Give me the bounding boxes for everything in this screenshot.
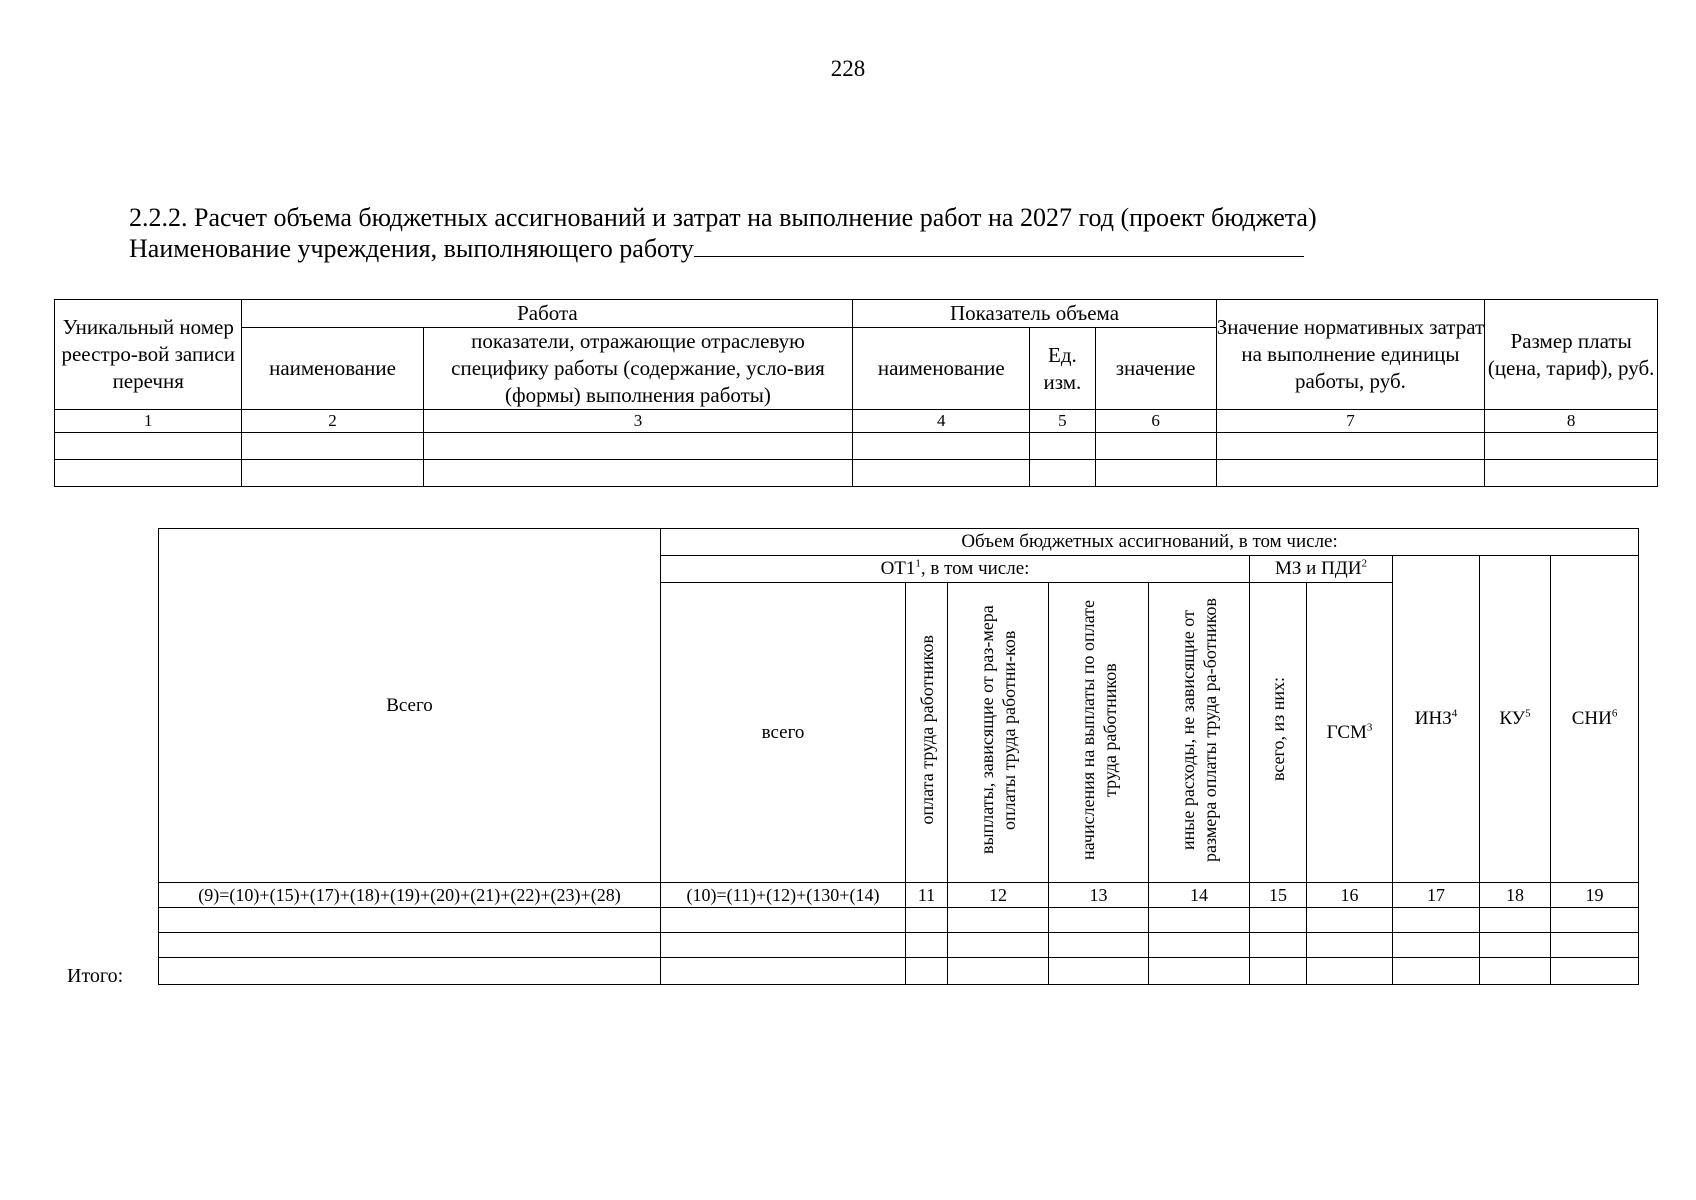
col-work-indicators-header: показатели, отражающие отраслевую специфику работы (содержание, усло-вия (формы) выполнения работы) bbox=[423, 328, 853, 410]
empty-cell[interactable] bbox=[1307, 958, 1393, 985]
col-group-mz-header bbox=[1250, 556, 1393, 583]
empty-cell[interactable] bbox=[1030, 460, 1095, 487]
column-number: 3 bbox=[423, 410, 853, 433]
col-group-budget-header: Объем бюджетных ассигнований, в том числе: bbox=[661, 529, 1639, 556]
empty-cell[interactable] bbox=[948, 908, 1049, 933]
section-title: 2.2.2. Расчет объема бюджетных ассигнований и затрат на выполнение работ на 2027 год (проект бюджета) bbox=[129, 203, 1317, 232]
column-numbers-row bbox=[55, 410, 1658, 433]
column-number: 19 bbox=[1551, 883, 1639, 908]
ot-other-label: иные расходы, не зависящие от размера оплаты труда ра-ботников bbox=[1178, 597, 1220, 862]
empty-cell[interactable] bbox=[1393, 933, 1480, 958]
empty-cell[interactable] bbox=[1250, 958, 1307, 985]
ot-accruals-label: начисления на выплаты по оплате труда работников bbox=[1077, 599, 1120, 860]
empty-cell[interactable] bbox=[948, 958, 1049, 985]
empty-cell[interactable] bbox=[55, 433, 242, 460]
empty-cell[interactable] bbox=[159, 933, 661, 958]
column-number: 12 bbox=[948, 883, 1049, 908]
col-total-header: Всего bbox=[159, 529, 661, 883]
ot-salary-label: оплата труда работников bbox=[916, 634, 937, 825]
empty-cell[interactable] bbox=[55, 460, 242, 487]
empty-cell[interactable] bbox=[242, 433, 423, 460]
column-numbers-row bbox=[159, 883, 1639, 908]
empty-cell[interactable] bbox=[1480, 933, 1551, 958]
empty-cell[interactable] bbox=[1095, 433, 1216, 460]
table-row bbox=[159, 933, 1639, 958]
empty-cell[interactable] bbox=[906, 908, 948, 933]
column-number: 1 bbox=[55, 410, 242, 433]
col-registry-number-header: Уникальный номер реестро-вой записи перечня bbox=[55, 300, 242, 410]
col-ot-other-header bbox=[1149, 583, 1250, 883]
mz-footnote: 2 bbox=[1361, 557, 1367, 570]
column-number: 7 bbox=[1216, 410, 1485, 433]
col-group-volume-header: Показатель объема bbox=[853, 300, 1216, 328]
column-number: (9)=(10)+(15)+(17)+(18)+(19)+(20)+(21)+(22)+(23)+(28) bbox=[159, 883, 661, 908]
empty-cell[interactable] bbox=[1049, 958, 1149, 985]
empty-cell[interactable] bbox=[1030, 433, 1095, 460]
empty-cell[interactable] bbox=[1551, 933, 1639, 958]
ot-suffix: , в том числе: bbox=[920, 558, 1030, 579]
column-number: 4 bbox=[853, 410, 1030, 433]
table-row bbox=[55, 433, 1658, 460]
column-number: 16 bbox=[1307, 883, 1393, 908]
inz-footnote: 4 bbox=[1451, 707, 1458, 720]
empty-cell[interactable] bbox=[661, 933, 906, 958]
empty-cell[interactable] bbox=[423, 460, 853, 487]
col-ot-accruals-header bbox=[1049, 583, 1149, 883]
section-heading bbox=[129, 202, 1317, 264]
empty-cell[interactable] bbox=[853, 460, 1030, 487]
empty-cell[interactable] bbox=[853, 433, 1030, 460]
institution-label: Наименование учреждения, выполняющего работу bbox=[129, 234, 694, 263]
empty-cell[interactable] bbox=[661, 908, 906, 933]
empty-cell[interactable] bbox=[242, 460, 423, 487]
empty-cell[interactable] bbox=[1551, 958, 1639, 985]
empty-cell[interactable] bbox=[1149, 908, 1250, 933]
sni-label: СНИ bbox=[1571, 708, 1612, 729]
gsm-label: ГСМ bbox=[1326, 721, 1367, 743]
page-number: 228 bbox=[830, 56, 866, 81]
column-number: 14 bbox=[1149, 883, 1250, 908]
table-row bbox=[55, 460, 1658, 487]
empty-cell[interactable] bbox=[1485, 460, 1658, 487]
empty-cell[interactable] bbox=[1480, 958, 1551, 985]
empty-cell[interactable] bbox=[1307, 933, 1393, 958]
empty-cell[interactable] bbox=[1393, 908, 1480, 933]
col-ot-salary-header bbox=[906, 583, 948, 883]
ku-footnote: 5 bbox=[1525, 707, 1531, 720]
col-volume-name-header: наименование bbox=[853, 328, 1030, 410]
empty-cell[interactable] bbox=[1551, 908, 1639, 933]
col-ot-payments-header bbox=[948, 583, 1049, 883]
itogo-label: Итого: bbox=[67, 965, 124, 987]
col-fee-header: Размер платы (цена, тариф), руб. bbox=[1485, 300, 1658, 410]
empty-cell[interactable] bbox=[1250, 933, 1307, 958]
column-number: 2 bbox=[242, 410, 423, 433]
empty-cell[interactable] bbox=[948, 933, 1049, 958]
col-gsm-header bbox=[1307, 583, 1393, 883]
mz-label: МЗ и ПДИ bbox=[1275, 558, 1362, 579]
column-number: 15 bbox=[1250, 883, 1307, 908]
ku-label: КУ bbox=[1499, 708, 1526, 729]
empty-cell[interactable] bbox=[1485, 433, 1658, 460]
col-work-name-header: наименование bbox=[242, 328, 423, 410]
column-number: 6 bbox=[1095, 410, 1216, 433]
empty-cell[interactable] bbox=[1480, 908, 1551, 933]
col-ot-total-header: всего bbox=[661, 583, 906, 883]
column-number: 17 bbox=[1393, 883, 1480, 908]
column-number: 11 bbox=[906, 883, 948, 908]
inz-label: ИНЗ bbox=[1414, 708, 1452, 729]
empty-cell[interactable] bbox=[1149, 933, 1250, 958]
empty-cell[interactable] bbox=[661, 958, 906, 985]
col-value-header: значение bbox=[1095, 328, 1216, 410]
col-ku-header bbox=[1480, 556, 1551, 883]
empty-cell[interactable] bbox=[1216, 433, 1485, 460]
sni-footnote: 6 bbox=[1611, 707, 1618, 720]
mz-total-label: всего, из них: bbox=[1268, 677, 1288, 782]
empty-cell[interactable] bbox=[1049, 933, 1149, 958]
col-group-work-header: Работа bbox=[242, 300, 853, 328]
empty-cell[interactable] bbox=[1149, 958, 1250, 985]
column-number: 13 bbox=[1049, 883, 1149, 908]
institution-name-field[interactable] bbox=[694, 234, 1304, 257]
ot-footnote: 1 bbox=[915, 557, 921, 570]
empty-cell[interactable] bbox=[1250, 908, 1307, 933]
ot-payments-label: выплаты, зависящие от раз-мера оплаты труда работни-ков bbox=[977, 605, 1019, 854]
column-number: 8 bbox=[1485, 410, 1658, 433]
col-mz-total-header bbox=[1250, 583, 1307, 883]
table-row bbox=[159, 908, 1639, 933]
empty-cell[interactable] bbox=[159, 908, 661, 933]
budget-allocation-table bbox=[158, 528, 1639, 985]
itogo-row bbox=[159, 958, 1639, 985]
col-unit-header: Ед. изм. bbox=[1030, 328, 1095, 410]
empty-cell[interactable] bbox=[1049, 908, 1149, 933]
column-number: 5 bbox=[1030, 410, 1095, 433]
col-inz-header bbox=[1393, 556, 1480, 883]
empty-cell[interactable] bbox=[1307, 908, 1393, 933]
empty-cell[interactable] bbox=[1216, 460, 1485, 487]
col-normative-costs-header: Значение нормативных затрат на выполнение единицы работы, руб. bbox=[1216, 300, 1485, 410]
gsm-footnote: 3 bbox=[1366, 721, 1373, 734]
empty-cell[interactable] bbox=[906, 958, 948, 985]
col-group-ot-header bbox=[661, 556, 1250, 583]
column-number: (10)=(11)+(12)+(130+(14) bbox=[661, 883, 906, 908]
empty-cell[interactable] bbox=[1095, 460, 1216, 487]
empty-cell[interactable] bbox=[1393, 958, 1480, 985]
column-number: 18 bbox=[1480, 883, 1551, 908]
works-indicators-table bbox=[54, 299, 1658, 487]
ot-label: ОТ1 bbox=[880, 558, 916, 579]
empty-cell[interactable] bbox=[906, 933, 948, 958]
col-sni-header bbox=[1551, 556, 1639, 883]
empty-cell[interactable] bbox=[423, 433, 853, 460]
empty-cell[interactable] bbox=[159, 958, 661, 985]
institution-line bbox=[129, 233, 1317, 264]
